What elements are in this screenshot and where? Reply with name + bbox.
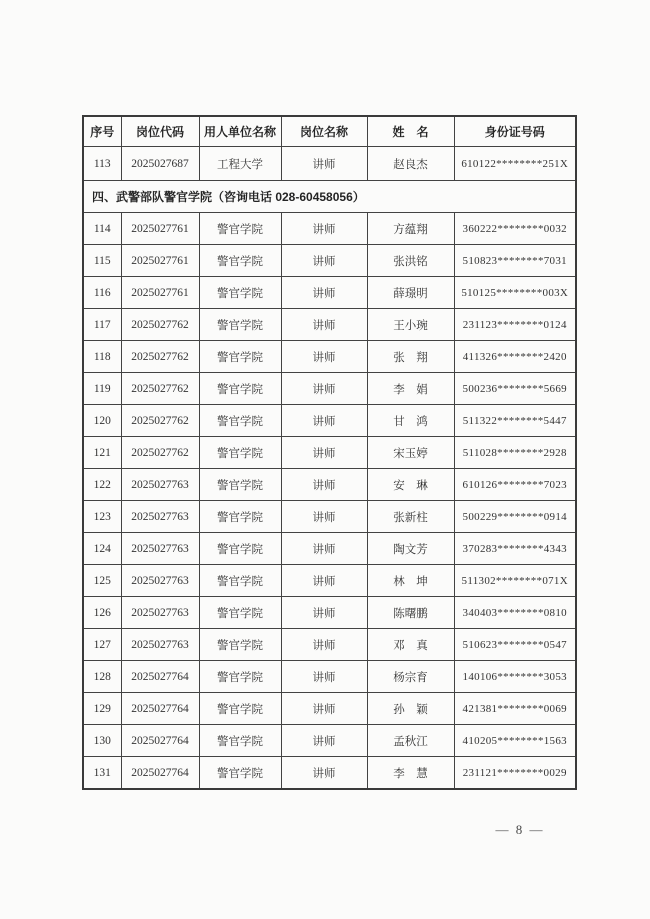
cell-employer: 警官学院 (199, 469, 281, 501)
page-number: — 8 — (495, 822, 545, 837)
cell-id-number: 340403********0810 (454, 597, 576, 629)
cell-name: 宋玉婷 (367, 437, 454, 469)
cell-id-number: 410205********1563 (454, 725, 576, 757)
table-row (83, 373, 576, 405)
cell-job-code: 2025027762 (121, 373, 199, 405)
cell-index: 130 (83, 725, 121, 757)
cell-job-code: 2025027687 (121, 147, 199, 181)
cell-name: 张洪铭 (367, 245, 454, 277)
cell-id-number: 231123********0124 (454, 309, 576, 341)
table-row (83, 565, 576, 597)
cell-job-code: 2025027761 (121, 277, 199, 309)
cell-id-number: 511322********5447 (454, 405, 576, 437)
cell-name: 薛璟明 (367, 277, 454, 309)
cell-job-code: 2025027762 (121, 309, 199, 341)
cell-position: 讲师 (281, 341, 367, 373)
cell-position: 讲师 (281, 565, 367, 597)
table-rows (83, 213, 576, 790)
cell-id-number: 510623********0547 (454, 629, 576, 661)
cell-position: 讲师 (281, 309, 367, 341)
cell-job-code: 2025027764 (121, 661, 199, 693)
cell-index: 119 (83, 373, 121, 405)
cell-index: 121 (83, 437, 121, 469)
cell-position: 讲师 (281, 501, 367, 533)
cell-employer: 警官学院 (199, 213, 281, 245)
cell-name: 邓 真 (367, 629, 454, 661)
cell-index: 120 (83, 405, 121, 437)
cell-name: 方蕴翔 (367, 213, 454, 245)
cell-id-number: 360222********0032 (454, 213, 576, 245)
section-header-row (83, 181, 576, 213)
cell-job-code: 2025027761 (121, 245, 199, 277)
cell-employer: 警官学院 (199, 373, 281, 405)
cell-name: 安 琳 (367, 469, 454, 501)
cell-index: 128 (83, 661, 121, 693)
cell-index: 117 (83, 309, 121, 341)
cell-id-number: 411326********2420 (454, 341, 576, 373)
cell-employer: 工程大学 (199, 147, 281, 181)
table-row (83, 213, 576, 245)
cell-employer: 警官学院 (199, 309, 281, 341)
cell-id-number: 500236********5669 (454, 373, 576, 405)
cell-name: 杨宗育 (367, 661, 454, 693)
cell-index: 114 (83, 213, 121, 245)
cell-index: 122 (83, 469, 121, 501)
cell-job-code: 2025027764 (121, 693, 199, 725)
table-row (83, 245, 576, 277)
table-row (83, 341, 576, 373)
cell-job-code: 2025027764 (121, 757, 199, 790)
cell-employer: 警官学院 (199, 245, 281, 277)
cell-employer: 警官学院 (199, 341, 281, 373)
cell-position: 讲师 (281, 757, 367, 790)
cell-position: 讲师 (281, 629, 367, 661)
table-header-row (83, 116, 576, 147)
header-name: 姓 名 (367, 116, 454, 147)
table-row (83, 533, 576, 565)
cell-job-code: 2025027762 (121, 405, 199, 437)
cell-employer: 警官学院 (199, 661, 281, 693)
cell-position: 讲师 (281, 373, 367, 405)
cell-id-number: 140106********3053 (454, 661, 576, 693)
table-row (83, 147, 576, 181)
cell-name: 陶文芳 (367, 533, 454, 565)
position-table (82, 115, 577, 790)
cell-job-code: 2025027763 (121, 501, 199, 533)
cell-employer: 警官学院 (199, 693, 281, 725)
pre-section-rows (83, 147, 576, 181)
cell-job-code: 2025027763 (121, 533, 199, 565)
cell-name: 张新柱 (367, 501, 454, 533)
cell-employer: 警官学院 (199, 629, 281, 661)
cell-position: 讲师 (281, 245, 367, 277)
cell-employer: 警官学院 (199, 277, 281, 309)
cell-employer: 警官学院 (199, 597, 281, 629)
cell-id-number: 231121********0029 (454, 757, 576, 790)
table-row (83, 725, 576, 757)
header-id-number: 身份证号码 (454, 116, 576, 147)
table-row (83, 597, 576, 629)
cell-job-code: 2025027764 (121, 725, 199, 757)
cell-name: 李 娟 (367, 373, 454, 405)
cell-index: 115 (83, 245, 121, 277)
cell-name: 李 慧 (367, 757, 454, 790)
cell-position: 讲师 (281, 437, 367, 469)
cell-position: 讲师 (281, 469, 367, 501)
cell-id-number: 370283********4343 (454, 533, 576, 565)
header-position: 岗位名称 (281, 116, 367, 147)
cell-position: 讲师 (281, 533, 367, 565)
cell-position: 讲师 (281, 213, 367, 245)
cell-position: 讲师 (281, 277, 367, 309)
cell-job-code: 2025027761 (121, 213, 199, 245)
cell-index: 113 (83, 147, 121, 181)
cell-position: 讲师 (281, 405, 367, 437)
header-employer: 用人单位名称 (199, 116, 281, 147)
cell-id-number: 610122********251X (454, 147, 576, 181)
header-job-code: 岗位代码 (121, 116, 199, 147)
cell-name: 孟秋江 (367, 725, 454, 757)
table-row (83, 757, 576, 790)
cell-id-number: 510823********7031 (454, 245, 576, 277)
cell-name: 孙 颖 (367, 693, 454, 725)
table-row (83, 469, 576, 501)
cell-position: 讲师 (281, 693, 367, 725)
table-row (83, 405, 576, 437)
cell-employer: 警官学院 (199, 725, 281, 757)
cell-name: 赵良杰 (367, 147, 454, 181)
cell-job-code: 2025027763 (121, 629, 199, 661)
cell-index: 116 (83, 277, 121, 309)
cell-id-number: 510125********003X (454, 277, 576, 309)
table-row (83, 277, 576, 309)
cell-position: 讲师 (281, 661, 367, 693)
cell-id-number: 500229********0914 (454, 501, 576, 533)
cell-position: 讲师 (281, 725, 367, 757)
cell-name: 林 坤 (367, 565, 454, 597)
cell-index: 125 (83, 565, 121, 597)
cell-name: 王小琬 (367, 309, 454, 341)
cell-employer: 警官学院 (199, 533, 281, 565)
cell-index: 126 (83, 597, 121, 629)
cell-job-code: 2025027763 (121, 597, 199, 629)
cell-name: 张 翔 (367, 341, 454, 373)
cell-employer: 警官学院 (199, 757, 281, 790)
cell-job-code: 2025027763 (121, 565, 199, 597)
cell-index: 118 (83, 341, 121, 373)
cell-job-code: 2025027763 (121, 469, 199, 501)
cell-index: 131 (83, 757, 121, 790)
cell-job-code: 2025027762 (121, 341, 199, 373)
cell-id-number: 421381********0069 (454, 693, 576, 725)
cell-employer: 警官学院 (199, 501, 281, 533)
table-row (83, 501, 576, 533)
cell-employer: 警官学院 (199, 405, 281, 437)
table-row (83, 661, 576, 693)
cell-id-number: 511028********2928 (454, 437, 576, 469)
cell-employer: 警官学院 (199, 437, 281, 469)
section-title: 四、武警部队警官学院（咨询电话 028-60458056） (83, 181, 576, 213)
table-row (83, 437, 576, 469)
table-row (83, 629, 576, 661)
cell-job-code: 2025027762 (121, 437, 199, 469)
cell-name: 甘 鸿 (367, 405, 454, 437)
cell-id-number: 511302********071X (454, 565, 576, 597)
cell-name: 陈曙鹏 (367, 597, 454, 629)
header-index: 序号 (83, 116, 121, 147)
cell-position: 讲师 (281, 147, 367, 181)
cell-employer: 警官学院 (199, 565, 281, 597)
cell-index: 124 (83, 533, 121, 565)
table-row (83, 693, 576, 725)
cell-index: 127 (83, 629, 121, 661)
cell-position: 讲师 (281, 597, 367, 629)
cell-index: 123 (83, 501, 121, 533)
cell-id-number: 610126********7023 (454, 469, 576, 501)
table-row (83, 309, 576, 341)
cell-index: 129 (83, 693, 121, 725)
